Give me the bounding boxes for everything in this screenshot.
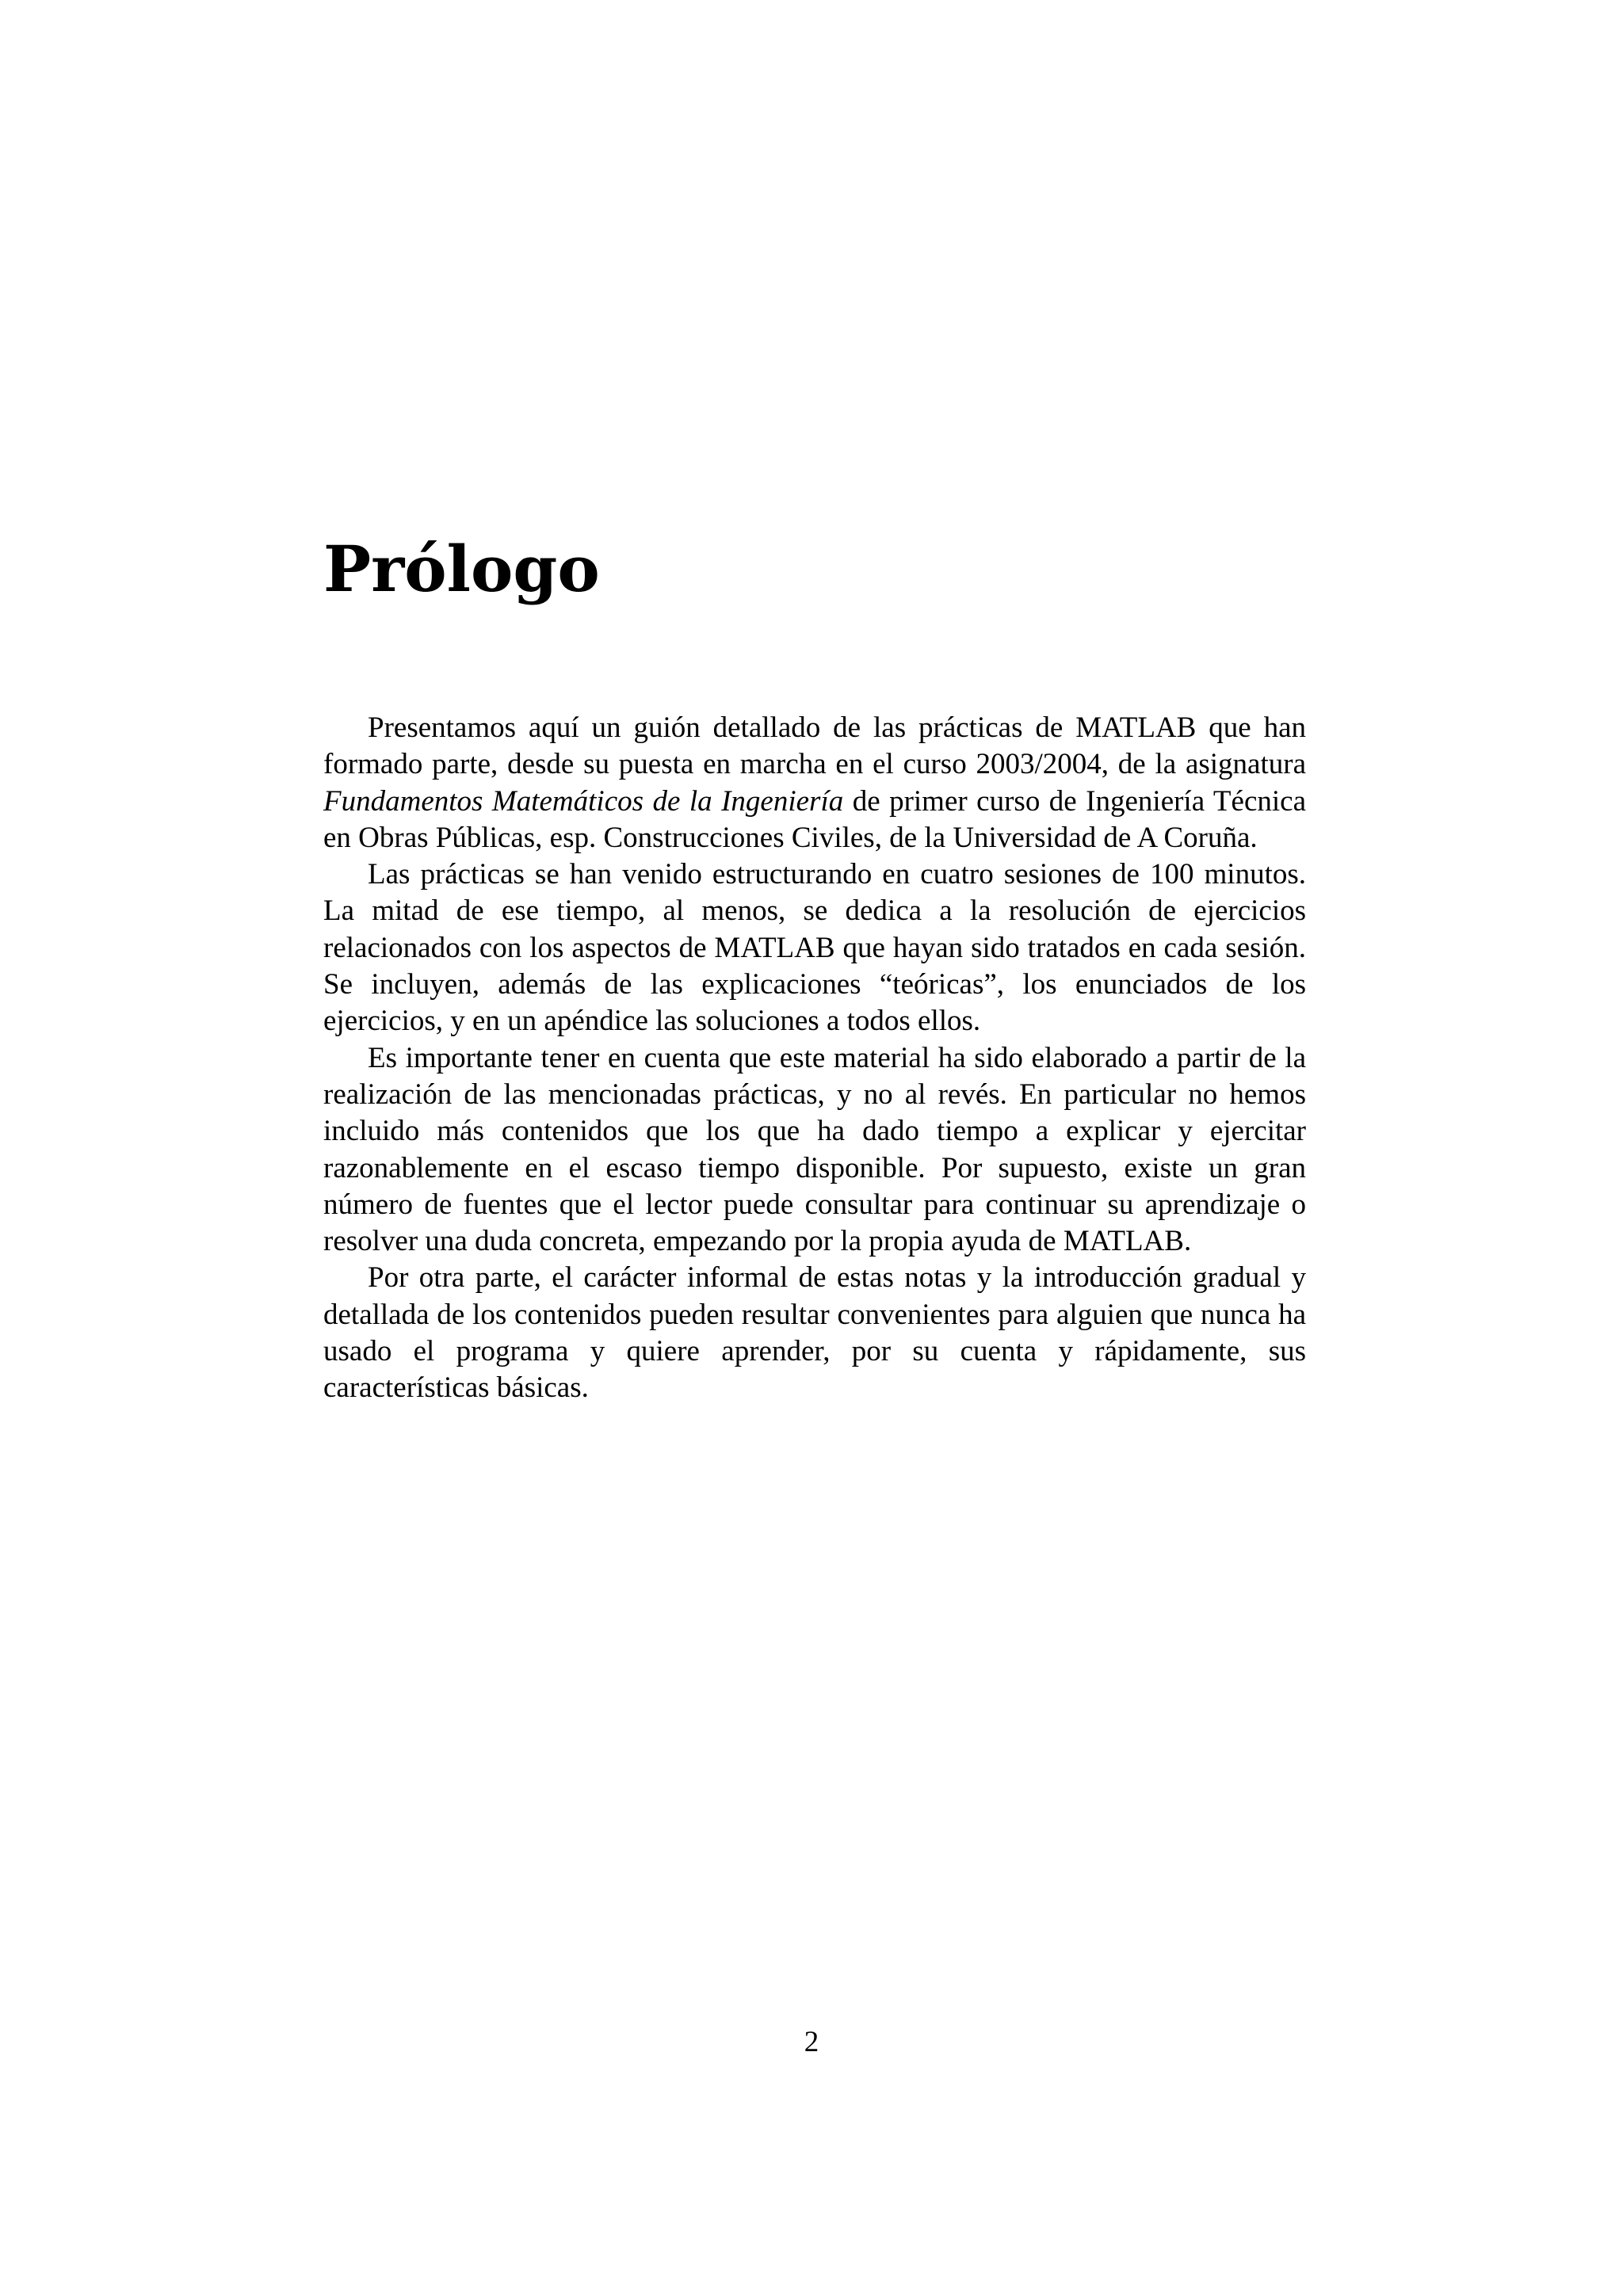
paragraph-1-text-before: Presentamos aquí un guión detallado de las prácticas de MATLAB que han formado parte, desde su puesta en marcha en el curso 2003/2004, de la asignatura bbox=[323, 711, 1306, 781]
course-name-emphasis: Fundamentos Matemáticos de la Ingeniería bbox=[323, 784, 844, 818]
page-number: 2 bbox=[804, 2026, 819, 2058]
paragraph-2: Las prácticas se han venido estructurando en cuatro sesiones de 100 minutos. La mitad de ese tiempo, al menos, se dedica a la resolución de ejercicios relacionados con los aspectos de MATLAB que hayan sido tratados en cada sesión. Se incluyen, además de las explicaciones “teóricas”, los enunciados de los ejercicios, y en un apéndice las soluciones a todos ellos. bbox=[323, 858, 1306, 1038]
paragraph-1 bbox=[323, 710, 1306, 856]
paragraph-3: Es importante tener en cuenta que este material ha sido elaborado a partir de la realización de las mencionadas prácticas, y no al revés. En particular no hemos incluido más contenidos que los que ha dado tiempo a explicar y ejercitar razonablemente en el escaso tiempo disponible. Por supuesto, existe un gran número de fuentes que el lector puede consultar para continuar su aprendizaje o resolver una duda concreta, empezando por la propia ayuda de MATLAB. bbox=[323, 1041, 1306, 1258]
paragraph-1-text-after: de primer curso de Ingeniería Técnica en Obras Públicas, esp. Construcciones Civiles, de la Universidad de A Coruña. bbox=[323, 784, 1307, 854]
body-text bbox=[323, 710, 1306, 1407]
paragraph-4: Por otra parte, el carácter informal de estas notas y la introducción gradual y detallada de los contenidos pueden resultar convenientes para alguien que nunca ha usado el programa y quiere aprender, por su cuenta y rápidamente, sus características básicas. bbox=[323, 1261, 1306, 1405]
chapter-title: Prólogo bbox=[323, 532, 600, 606]
